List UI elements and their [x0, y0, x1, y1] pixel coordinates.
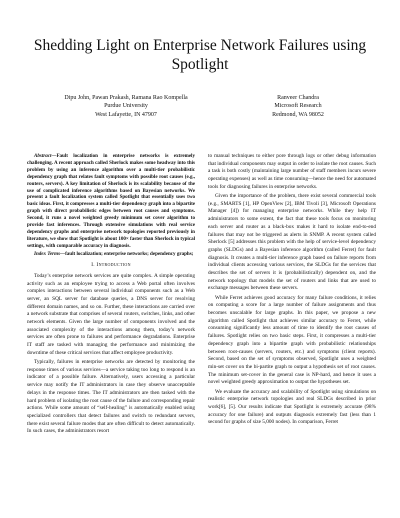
author-affiliation: Purdue University [104, 103, 148, 110]
abstract-text: —Fault localization in enterprise networks is extremely challenging. A recent approach called Sherlock makes some headway into this problem by using an inference algorithm over a multi-tier probabilistic dependency graph that relates fault symptoms with possible root causes (e.g., routers, servers). A key limitation of Sherlock is its scalability because of the use of complicated inference algorithms based on Bayesian networks. We present a fault localization system called Spotlight that essentially uses two basic ideas. First, it compresses a multi-tier dependency graph into a bipartite graph with direct probabilistic edges between root causes and symptoms. Second, it runs a novel weighted greedy minimum set cover algorithm to provide fast inferences. Through extensive simulations with real service dependency graphs and enterprise network topologies reported previously in literature, we show that Spotlight is about 100× faster than Sherlock in typical settings, with comparable accuracy in diagnosis. [27, 153, 195, 249]
index-terms-lead: Index Terms [34, 251, 61, 258]
right-column [208, 153, 376, 429]
author-block-purdue [48, 94, 204, 119]
body-paragraph: While Ferret achieves good accuracy for many failure conditions, it relies on computing a score for a large number of failure assignments and thus becomes unscalable for large graphs. In this paper, we propose a new algorithm called Spotlight that achieves similar accuracy to Ferret, while consuming significantly less amount of time to identify the root causes of failures. Spotlight relies on two basic steps. First, it compresses a multi-tier dependency graph into a bipartite graph with probabilistic relationships between root-causes (servers, routers, etc.) and symptoms (client reports). Second, based on the set of symptoms observed, Spotlight uses a weighted min-set cover on the bi-partite graph to output a hypothesis set of root causes. The minimum set-cover in the general case is NP-hard, and hence it uses a novel weighted greedy approximation to output the hypotheses set. [208, 294, 376, 386]
index-terms-text: —fault localization; enterprise networks; dependency graphs; [60, 251, 194, 258]
abstract [27, 153, 195, 250]
intro-paragraph: Today’s enterprise network services are quite complex. A simple operating activity such as an employee trying to access a Web portal often involves complex interactions between several individual components such as a Web server, an SQL server for database queries, a DNS server for resolving different domain names, and so on. Further, these interactions are carried over a network substrate that comprises of several routers, switches, links, and other network elements. Given the large number of components involved and the associated complexity of the interactions among them, today’s network services are often prone to failures and performance degradations. Enterprise IT staff are tasked with managing the performance and minimizing the downtime of these critical services that affect employee productivity. [27, 272, 195, 356]
body-paragraph: Given the importance of the problem, there exist several commercial tools (e.g., SMARTS [1], HP OpenView [2], IBM Tivoli [3], Microsoft Operations Manager [4]) for managing enterprise networks. While they help IT administrators to some extent, the fact that these tools focus on monitoring each server and router as a black-box makes it hard to isolate end-to-end failures that may not be triggered as alerts in SNMP. A recent system called Sherlock [5] addresses this problem with the help of service-level dependency graphs (SLDGs) and a Bayesian inference algorithm (called Ferret) for fault diagnosis. It creates a multi-tier inference graph based on failure reports from individual clients accessing various services, the SLDGs for the services that describes the set of servers it is (probabilistically) dependent on, and the network topology that models the set of routers and links that are used to exchange messages between these servers. [208, 193, 376, 292]
author-affiliation: Microsoft Research [274, 103, 322, 110]
body-paragraph: to manual techniques to either pore through logs or other debug information that individual components may output in order to isolate the root causes. Such a task is both costly (maintaining large number of staff members incurs severe operating expenses) as well as time consuming—hence the need for automated tools for diagnosing failures in enterprise networks. [208, 153, 376, 190]
left-column [27, 153, 195, 438]
abstract-lead: Abstract [34, 153, 52, 159]
author-names: Ranveer Chandra [277, 95, 319, 101]
index-terms [27, 251, 195, 258]
paper-title: Shedding Light on Enterprise Network Failures using Spotlight [33, 37, 367, 73]
body-paragraph: We evaluate the accuracy and scalability of Spotlight using simulations on realistic enterprise network topologies and real SLDGs described in prior work[6], [5]. Our results indicate that Spotlight is extremely accurate (98% accuracy for one failure) and outputs diagnosis extremely fast (less than 1 second for graphs of size 5,000 nodes). In comparison, Ferret [208, 388, 376, 426]
author-location: West Lafayette, IN 47907 [95, 111, 157, 118]
section-heading-introduction: I. Introduction [91, 262, 131, 269]
author-location: Redmond, WA 98052 [272, 111, 324, 118]
author-names: Dipu John, Pawan Prakash, Ramana Rao Kompella [64, 95, 188, 101]
author-block-microsoft [248, 94, 348, 119]
intro-paragraph: Typically, failures in enterprise networks are detected by monitoring the response times of various services—a service taking too long to respond is an indicator of a possible failure. Alternatively, users accessing a particular service may notify the IT administrators in case they observe unacceptable delays in the response times. The IT administrators are then tasked with the hard problem of isolating the root cause of the failure and corresponding repair actions. While some amount of “self-healing” is automatically enabled using specialized controllers that detect failures and switch to redundant servers, there exist several failure modes that are often difficult to detect automatically. In such cases, the administrators resort [27, 359, 195, 435]
